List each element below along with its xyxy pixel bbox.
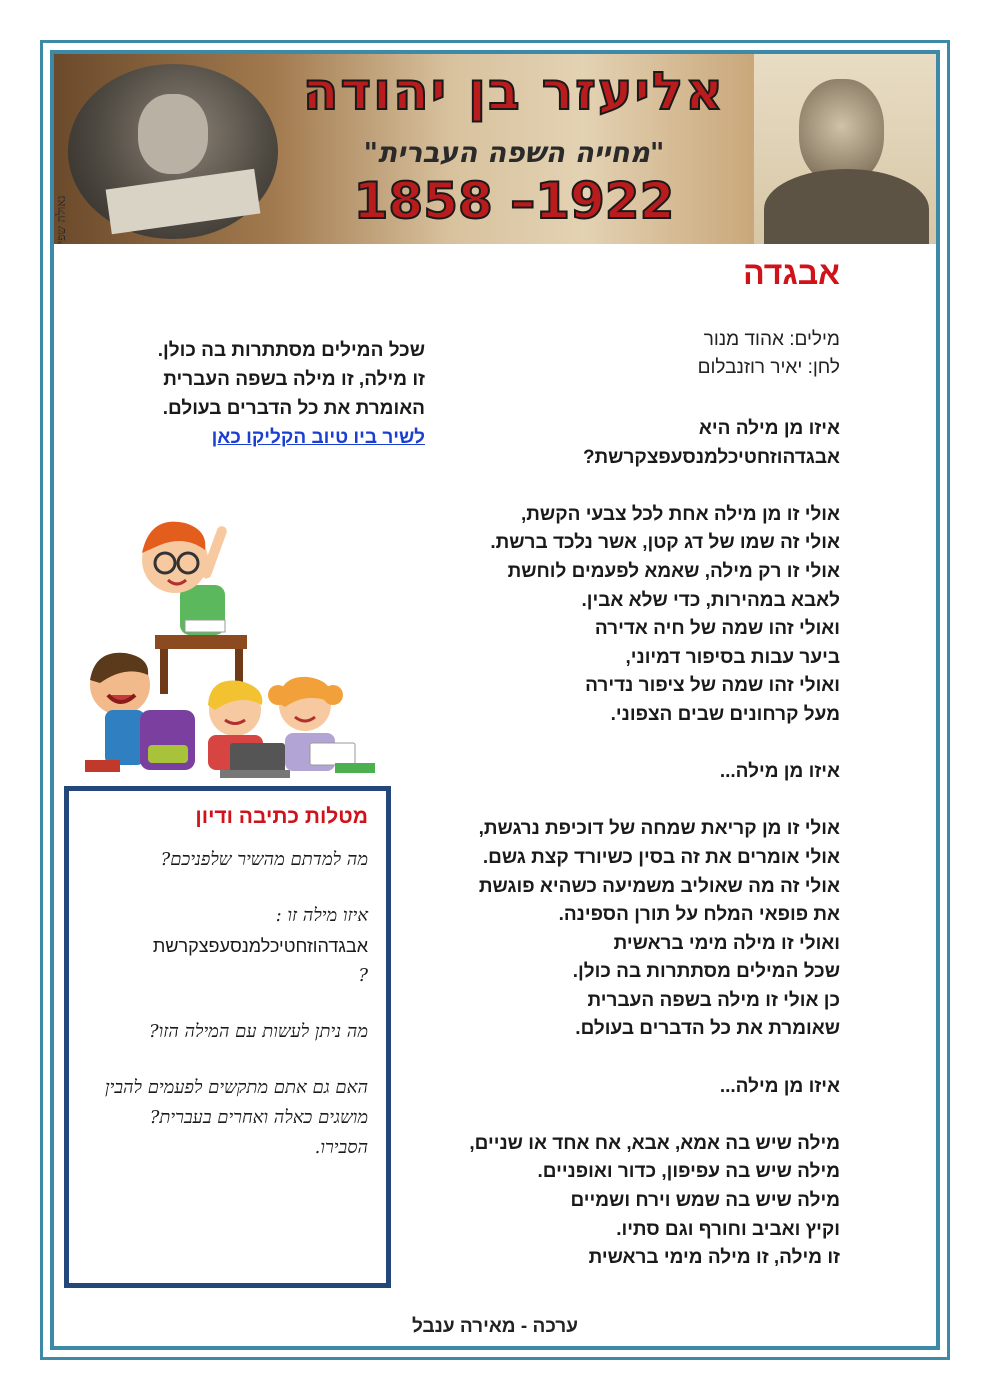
song-title: אבגדה	[743, 255, 840, 291]
banner-title: אליעזר בן יהודה	[302, 62, 726, 122]
lyric-line: ביער עבות בסיפור דמיוני,	[625, 646, 840, 668]
lyric-line: כן אולי זו מילה בשפה העברית	[587, 989, 840, 1011]
banner-subtitle: "מחייה השפה העברית"	[363, 136, 665, 169]
lyric-refrain: איזו מן מילה...	[719, 1075, 840, 1097]
lyric-line: אולי זה מה שאוליב משמיעה כשהיא פוגשת	[478, 875, 840, 897]
lyric-line: לאבא במהירות, כדי שלא אבין.	[581, 589, 840, 611]
lyric-line: זו מילה, זו מילה מימי בראשית	[588, 1247, 840, 1269]
portrait-photo	[754, 54, 936, 244]
banner-years: 1858 –1922	[353, 172, 675, 230]
quote-line: זו מילה, זו מילה בשפה העברית	[163, 369, 425, 390]
lyric-line: אולי זו מן קריאת שמחה של דוכיפת נרגשת,	[478, 818, 840, 840]
header-banner	[54, 54, 936, 244]
youtube-link[interactable]: לשיר ביו טיוב הקליקו כאן	[211, 427, 425, 448]
alphabet-word: אבגדהוזחטיכלמנסעפצקרשת	[152, 936, 368, 956]
task-question-1: מה למדתם מהשיר שלפניכם?	[160, 849, 368, 870]
tasks-title: מטלות כתיבה ודיון	[195, 805, 368, 828]
lyric-line: מילה שיש בה עפיפון, כדור ואופניים.	[537, 1161, 840, 1183]
lyric-line: את פופאי המלח על תורן הספינה.	[558, 904, 840, 926]
lyrics-credit: מילים: אהוד מנור	[703, 329, 840, 350]
quote-line: שכל המילים מסתתרות בה כולן.	[157, 340, 425, 361]
lyric-line: אולי זה שמו של דג קטן, אשר נלכד ברשת.	[490, 532, 840, 554]
lyric-line: ואולי זהו שמה של ציפור נדירה	[585, 675, 840, 697]
lyric-line: אולי זו רק מילה, שאמא לפעמים לוחשת	[507, 560, 840, 582]
lyric-line: אולי זו מן מילה אחת לכל צבעי הקשת,	[521, 503, 840, 525]
lyric-line: שכל המילים מסתתרות בה כולן.	[572, 961, 840, 983]
song-credits	[698, 326, 840, 382]
lyric-line: מילה שיש בה שמש וירח ושמיים	[570, 1190, 840, 1212]
song-lyrics	[400, 415, 840, 1273]
lyric-refrain: איזו מן מילה...	[719, 761, 840, 783]
lyric-line: מעל קרחונים שבים הצפוני.	[610, 703, 840, 725]
writing-tasks-box	[64, 786, 391, 1288]
task-question-3: מה ניתן לעשות עם המילה הזו?	[148, 1021, 368, 1042]
quote-line: האומרת את כל הדברים בעולם.	[162, 398, 425, 419]
lyric-line: ואולי זו מילה מימי בראשית	[613, 932, 840, 954]
editor-credit: ערכה - מאירה ענבל	[412, 1316, 578, 1337]
lyric-line: מילה שיש בה אמא, אבא, אח אחד או שניים,	[469, 1132, 840, 1154]
artist-signature: גאולה שפי	[54, 195, 68, 244]
task-question-2: איזו מילה זו : אבגדהוזחטיכלמנסעפצקרשת ?	[91, 901, 368, 991]
lyric-line: אולי אומרים את זה בסין כשיורד קצת גשם.	[482, 846, 840, 868]
photo-writing-at-desk	[68, 64, 278, 239]
lyric-line: שאומרת את כל הדברים בעולם.	[575, 1018, 840, 1040]
side-quote	[100, 336, 425, 452]
music-credit: לחן: יאיר רוזנבלום	[697, 357, 840, 378]
children-illustration	[80, 505, 390, 790]
task-question-4: האם גם אתם מתקשים לפעמים להבין מושגים כאלה ואחרים בעברית? הסבירו.	[105, 1077, 368, 1158]
lyric-line: ואולי זהו שמה של חיה אדירה	[594, 618, 840, 640]
lyric-line: אבגדהוזחטיכלמנסעפצקרשת?	[582, 446, 840, 468]
lyric-line: וקיץ ואביב וחורף וגם סתיו.	[616, 1218, 840, 1240]
lyric-line: איזו מן מילה היא	[698, 418, 840, 439]
